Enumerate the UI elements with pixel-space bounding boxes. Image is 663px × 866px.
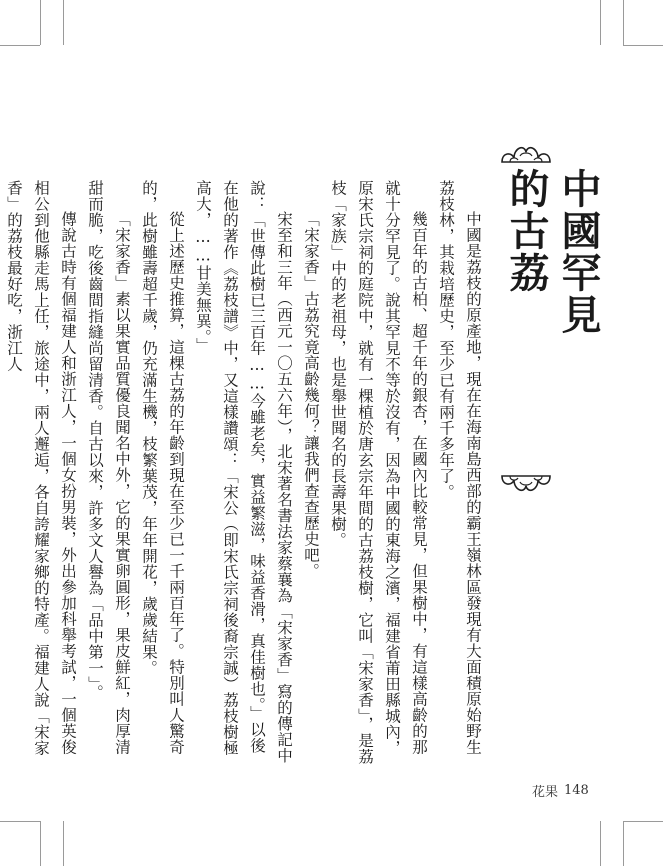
crop-mark (63, 0, 64, 45)
crop-mark (63, 821, 64, 866)
page-number: 148 (564, 782, 589, 798)
article-body (5, 180, 486, 765)
crop-mark (40, 0, 41, 45)
paragraph: 「宋家香」素以果實品質優良聞名中外，它的果實卵圓形，果皮鮮紅，肉厚清甜而脆，吃後齒間指縫尚留清香。自古以來，許多文人譽為「品中第一」。 (86, 180, 131, 755)
crop-mark (600, 821, 601, 866)
paragraph: 「宋家香」古荔究竟高齡幾何？讓我們查查歷史吧。 (302, 211, 320, 579)
paragraph: 中國是荔枝的原產地，現在在海南島西部的霸王嶺林區發現有大面積原始野生荔枝林，其栽培歷史，至少已有兩千多年了。 (437, 180, 482, 755)
crop-mark (623, 821, 663, 822)
crop-mark (623, 0, 624, 45)
crop-mark (600, 0, 601, 45)
cloud-ornament-icon (498, 470, 554, 498)
paragraph: 宋至和三年（西元一〇五六年），北宋著名書法家蔡襄為「宋家香」寫的傳記中說：「世傳此樹已三百年……今雖老矣，實益繁滋，味益香滑，真佳樹也。」以後在他的著作《荔枝譜》中，又這樣讚頌：「宋公（即宋氏宗祠後裔宗誠）荔枝樹極高大，……甘美無異。」 (194, 180, 293, 764)
paragraph: 從上述歷史推算，這棵古荔的年齡到現在至少已一千兩百年了。特別叫人驚奇的，此樹雖壽超千歲，仍充滿生機，枝繁葉茂，年年開花，歲歲結果。 (140, 180, 185, 755)
page-title: 中國罕見的古荔 (503, 168, 601, 336)
crop-mark (0, 45, 40, 46)
paragraph: 幾百年的古柏、超千年的銀杏，在國內比較常見，但果樹中，有這樣高齡的那就十分罕見了。說其罕見不等於沒有，因為中國的東海之濱，福建省莆田縣城內，原宋氏宗祠的庭院中，就有一棵植於唐玄宗年間的古荔枝樹，它叫「宋家香」，是荔枝「家族」中的老祖母，也是舉世聞名的長壽果樹。 (329, 180, 428, 765)
crop-mark (623, 45, 663, 46)
cloud-ornament-icon (498, 140, 554, 168)
page-footer (532, 780, 589, 800)
title-block (500, 140, 601, 365)
crop-mark (40, 821, 41, 866)
crop-mark (0, 821, 40, 822)
paragraph: 傳說古時有個福建人和浙江人，一個女扮男裝，外出參加科舉考試，一個英俊相公到他縣走馬上任，旅途中，兩人邂逅，各自誇耀家鄉的特產。福建人說「宋家香」的荔枝最好吃，浙江人 (5, 180, 77, 756)
section-label: 花果 (532, 784, 559, 800)
crop-mark (623, 821, 624, 866)
